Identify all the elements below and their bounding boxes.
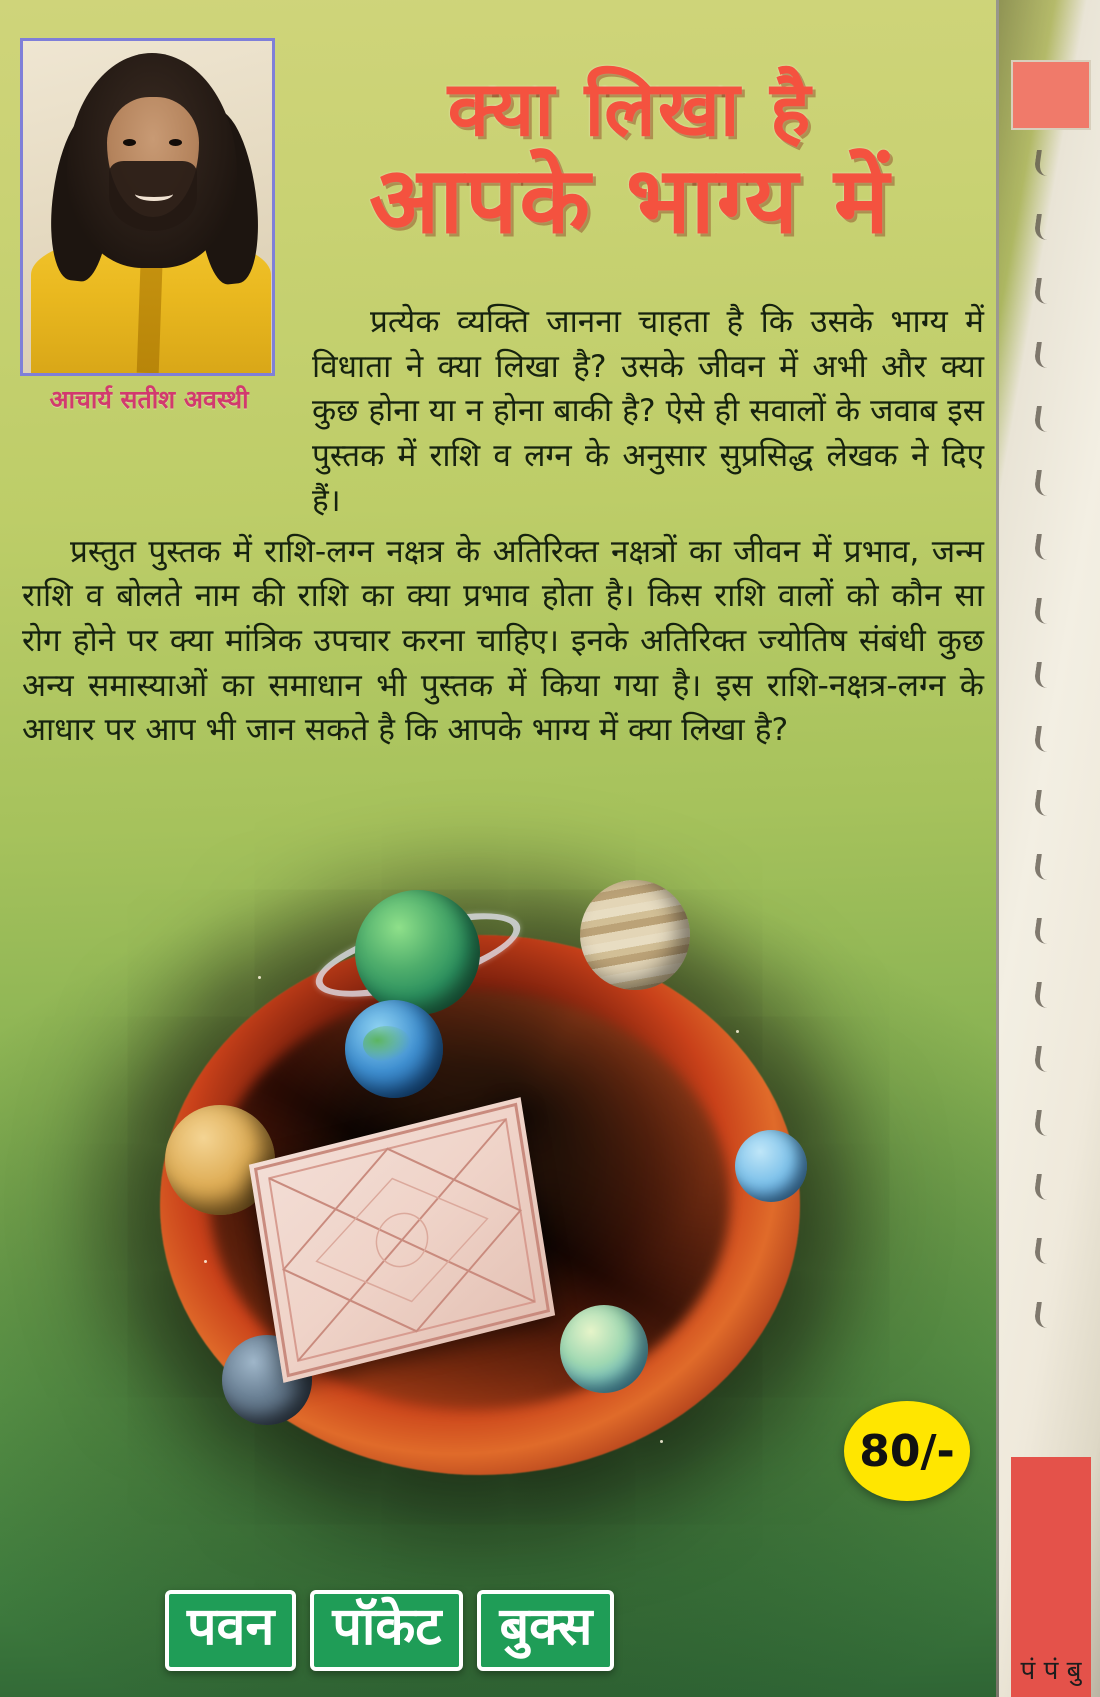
book-spine — [996, 0, 1100, 1697]
title-line-2: आपके भाग्य में — [369, 147, 891, 255]
spine-page-marks — [1013, 150, 1089, 1410]
publisher-word-2: पॉकेट — [310, 1590, 463, 1671]
book-title — [300, 64, 960, 255]
planet-saturn-icon — [355, 890, 480, 1015]
spine-text: पं पं बु — [1020, 1655, 1082, 1686]
planet-earth-icon — [345, 1000, 443, 1098]
planet-uranus-icon — [560, 1305, 648, 1393]
photo-smile — [135, 187, 173, 201]
planet-neptune-icon — [735, 1130, 807, 1202]
publisher-word-1: पवन — [165, 1590, 296, 1671]
publisher-word-3: बुक्स — [477, 1590, 614, 1671]
spine-top-color-block — [1011, 60, 1091, 130]
star-icon — [660, 1440, 663, 1443]
photo-eye-left — [123, 139, 136, 146]
star-icon — [736, 1030, 739, 1033]
planet-jupiter-icon — [580, 880, 690, 990]
photo-eye-right — [169, 139, 182, 146]
star-icon — [258, 976, 261, 979]
blurb-paragraph-2: प्रस्तुत पुस्तक में राशि-लग्न नक्षत्र के अतिरिक्त नक्षत्रों का जीवन में प्रभाव, जन्म राशि व बोलते नाम की राशि का क्या प्रभाव होता है। किस राशि वालों को कौन सा रोग होने पर क्या मांत्रिक उपचार करना चाहिए। इनके अतिरिक्त ज्योतिष संबंधी कुछ अन्य समास्याओं का समाधान भी पुस्तक में किया गया है। इस राशि-नक्षत्र-लग्न के आधार पर आप भी जान सकते है कि आपके भाग्य में क्या लिखा है? — [22, 533, 984, 749]
price-badge — [844, 1401, 970, 1501]
title-line-1: क्या लिखा है — [447, 64, 813, 153]
blurb-paragraph-1: प्रत्येक व्यक्ति जानना चाहता है कि उसके भाग्य में विधाता ने क्या लिखा है? उसके जीवन में अभी और क्या कुछ होना या न होना बाकी है? ऐसे ही सवालों के जवाब इस पुस्तक में राशि व लग्न के अनुसार सुप्रसिद्ध लेखक ने दिए हैं। — [312, 304, 984, 519]
star-icon — [204, 1260, 207, 1263]
cosmos-artwork — [140, 880, 860, 1510]
author-name: आचार्य सतीश अवस्थी — [49, 385, 249, 414]
publisher-logo — [165, 1590, 614, 1671]
price-text: 80/- — [859, 1425, 955, 1477]
back-cover-blurb — [22, 300, 984, 759]
